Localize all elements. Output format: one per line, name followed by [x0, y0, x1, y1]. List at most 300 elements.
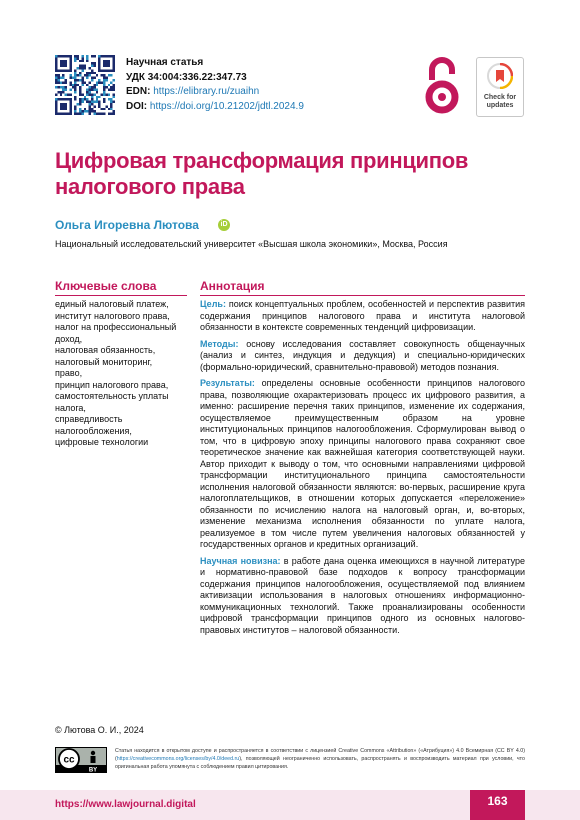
qr-module [105, 93, 107, 95]
qr-module [89, 113, 91, 115]
qr-module [65, 79, 67, 81]
qr-module [74, 57, 76, 59]
qr-module [62, 55, 64, 57]
cc-by-license-icon[interactable] [55, 747, 107, 773]
qr-module [89, 93, 91, 95]
qr-module [113, 69, 115, 71]
abstract-body [200, 299, 525, 641]
qr-module [77, 57, 79, 59]
qr-module [74, 91, 76, 93]
qr-module [57, 86, 59, 88]
qr-module [110, 98, 112, 100]
qr-module [96, 113, 98, 115]
qr-module [96, 74, 98, 76]
qr-module [91, 93, 93, 95]
qr-module [93, 105, 95, 107]
qr-module [55, 105, 57, 107]
qr-module [55, 98, 57, 100]
keyword-item: налоговый мониторинг, [55, 356, 153, 367]
qr-module [74, 89, 76, 91]
qr-module [108, 93, 110, 95]
qr-module [65, 98, 67, 100]
qr-module [67, 93, 69, 95]
qr-module [93, 84, 95, 86]
qr-module [69, 113, 71, 115]
qr-module [86, 84, 88, 86]
qr-module [93, 86, 95, 88]
qr-module [105, 65, 107, 67]
qr-module [60, 113, 62, 115]
qr-module [91, 86, 93, 88]
qr-module [105, 55, 107, 57]
qr-module [55, 79, 57, 81]
qr-module [105, 60, 107, 62]
qr-module [101, 81, 103, 83]
qr-module [62, 69, 64, 71]
abstract-methods [200, 339, 525, 374]
qr-module [65, 86, 67, 88]
qr-module [86, 101, 88, 103]
qr-module [62, 65, 64, 67]
orcid-icon[interactable]: iD [218, 219, 230, 231]
qr-module [79, 74, 81, 76]
qr-module [69, 110, 71, 112]
qr-module [113, 86, 115, 88]
qr-module [74, 98, 76, 100]
qr-module [74, 105, 76, 107]
qr-module [91, 69, 93, 71]
qr-module [110, 101, 112, 103]
qr-module [55, 60, 57, 62]
qr-module [55, 81, 57, 83]
abstract-label: Цель: [200, 299, 226, 309]
qr-module [81, 84, 83, 86]
qr-module [101, 113, 103, 115]
qr-module [96, 96, 98, 98]
qr-module [103, 81, 105, 83]
qr-module [86, 89, 88, 91]
qr-module [91, 98, 93, 100]
qr-module [89, 108, 91, 110]
qr-module [110, 103, 112, 105]
qr-code [55, 55, 115, 115]
qr-module [103, 65, 105, 67]
qr-module [84, 81, 86, 83]
qr-module [93, 77, 95, 79]
qr-module [65, 81, 67, 83]
qr-module [65, 93, 67, 95]
qr-module [91, 55, 93, 57]
qr-module [89, 101, 91, 103]
qr-module [86, 98, 88, 100]
qr-module [89, 86, 91, 88]
qr-module [113, 79, 115, 81]
qr-module [105, 86, 107, 88]
qr-module [77, 84, 79, 86]
qr-module [74, 55, 76, 57]
qr-module [69, 84, 71, 86]
qr-module [65, 108, 67, 110]
qr-module [57, 69, 59, 71]
qr-module [62, 62, 64, 64]
qr-module [60, 62, 62, 64]
qr-module [81, 98, 83, 100]
qr-module [81, 110, 83, 112]
qr-module [79, 60, 81, 62]
qr-module [91, 103, 93, 105]
qr-module [55, 62, 57, 64]
qr-module [74, 96, 76, 98]
qr-module [77, 67, 79, 69]
qr-module [81, 60, 83, 62]
qr-module [89, 89, 91, 91]
qr-module [103, 69, 105, 71]
qr-module [103, 98, 105, 100]
qr-module [113, 65, 115, 67]
qr-module [69, 98, 71, 100]
qr-module [72, 86, 74, 88]
qr-module [62, 77, 64, 79]
qr-module [81, 79, 83, 81]
qr-module [65, 103, 67, 105]
edn-link[interactable]: https://elibrary.ru/zuaihn [153, 86, 260, 97]
qr-module [113, 60, 115, 62]
qr-module [101, 108, 103, 110]
qr-module [67, 98, 69, 100]
qr-module [103, 93, 105, 95]
abstract-divider [200, 295, 525, 296]
qr-module [81, 101, 83, 103]
qr-module [55, 55, 57, 57]
qr-module [57, 79, 59, 81]
qr-module [93, 93, 95, 95]
qr-module [81, 57, 83, 59]
qr-module [69, 81, 71, 83]
qr-module [105, 79, 107, 81]
qr-module [84, 110, 86, 112]
qr-module [91, 108, 93, 110]
license-link[interactable]: https://creativecommons.org/licenses/by/4.0/deed.ru [116, 756, 240, 762]
qr-module [110, 89, 112, 91]
qr-module [55, 57, 57, 59]
qr-module [110, 86, 112, 88]
abstract-label: Методы: [200, 338, 239, 349]
qr-module [79, 91, 81, 93]
qr-module [79, 110, 81, 112]
keywords-heading: Ключевые слова [55, 279, 157, 293]
qr-module [105, 105, 107, 107]
qr-module [105, 62, 107, 64]
qr-module [84, 108, 86, 110]
qr-module [57, 91, 59, 93]
qr-module [103, 79, 105, 81]
qr-module [65, 113, 67, 115]
qr-module [103, 60, 105, 62]
author-name: Ольга Игоревна Лютова [55, 218, 199, 232]
qr-module [98, 103, 100, 105]
qr-module [60, 65, 62, 67]
keywords-list [55, 299, 190, 449]
qr-module [103, 101, 105, 103]
qr-module [69, 103, 71, 105]
author-affiliation: Национальный исследовательский университет «Высшая школа экономики», Москва, Россия [55, 239, 448, 249]
qr-module [79, 103, 81, 105]
qr-module [103, 113, 105, 115]
qr-module [98, 101, 100, 103]
article-title: Цифровая трансформация принципов налогового права [55, 148, 469, 199]
qr-module [89, 74, 91, 76]
qr-module [72, 77, 74, 79]
qr-module [86, 91, 88, 93]
qr-module [91, 96, 93, 98]
keyword-item: принцип налогового права, [55, 379, 169, 390]
qr-module [60, 93, 62, 95]
qr-module [81, 55, 83, 57]
abstract-text: определены основные особенности принципов налогового права, позволяющие охарактеризовать процесс их цифрового развития, а именно: расширение перечня таких принципов, изменение их содержания, осуществляемое преимущественным образом на уровне институциональных принципов налогообложения. Сформулирован вывод о том, что в цифровую эпоху принципы налогового права сохраняют свое теоретическое значение как важнейшая категория соответствующей науки. Автор приходит к выводу о том, что основными направлениями цифровой трансформации институционального принципа самостоятельности исполнения налоговой обязанности являются: во-первых, расширение круга налогоплательщиков, в отношении которых допускается «переложение» обязанности по исчислению налога на налоговый орган, и, во-вторых, изменение механизма исполнения обязанности по уплате налога, реализуемое в том числе путем увеличения налоговых обязанностей у государственных органов и кредитных организаций. [200, 378, 525, 549]
qr-module [103, 91, 105, 93]
check-for-updates-badge[interactable] [476, 57, 524, 117]
qr-module [79, 89, 81, 91]
qr-module [96, 101, 98, 103]
open-access-icon [420, 56, 464, 116]
abstract-label: Научная новизна: [200, 555, 281, 566]
qr-module [79, 72, 81, 74]
qr-module [113, 84, 115, 86]
qr-module [93, 113, 95, 115]
qr-module [55, 108, 57, 110]
qr-module [60, 91, 62, 93]
qr-module [86, 110, 88, 112]
qr-module [96, 98, 98, 100]
qr-module [91, 89, 93, 91]
qr-module [62, 91, 64, 93]
qr-module [103, 86, 105, 88]
qr-module [69, 65, 71, 67]
edn-label: EDN: [126, 86, 151, 97]
qr-module [98, 105, 100, 107]
qr-module [77, 79, 79, 81]
qr-module [96, 84, 98, 86]
qr-module [93, 65, 95, 67]
qr-module [81, 113, 83, 115]
qr-module [103, 74, 105, 76]
qr-module [89, 67, 91, 69]
qr-module [72, 84, 74, 86]
copyright-notice: © Лютова О. И., 2024 [55, 725, 144, 735]
qr-module [101, 55, 103, 57]
qr-module [69, 60, 71, 62]
qr-module [79, 79, 81, 81]
qr-module [57, 81, 59, 83]
qr-module [91, 62, 93, 64]
abstract-novelty [200, 556, 525, 637]
qr-module [108, 89, 110, 91]
qr-module [60, 108, 62, 110]
qr-module [108, 69, 110, 71]
qr-module [69, 93, 71, 95]
qr-module [98, 79, 100, 81]
qr-module [89, 103, 91, 105]
qr-module [79, 101, 81, 103]
qr-module [55, 65, 57, 67]
qr-module [57, 74, 59, 76]
qr-module [55, 101, 57, 103]
qr-module [69, 74, 71, 76]
qr-module [84, 65, 86, 67]
qr-module [60, 98, 62, 100]
qr-module [60, 60, 62, 62]
qr-module [62, 113, 64, 115]
qr-module [69, 55, 71, 57]
qr-module [79, 108, 81, 110]
qr-module [55, 110, 57, 112]
qr-module [98, 96, 100, 98]
qr-module [62, 81, 64, 83]
qr-module [96, 81, 98, 83]
qr-module [110, 81, 112, 83]
qr-module [91, 77, 93, 79]
doi-label: DOI: [126, 100, 148, 112]
qr-module [98, 57, 100, 59]
qr-module [96, 89, 98, 91]
bookmark-icon [487, 63, 513, 89]
by-label: BY [88, 767, 98, 773]
qr-module [93, 110, 95, 112]
qr-module [108, 62, 110, 64]
qr-module [62, 86, 64, 88]
qr-module [98, 113, 100, 115]
qr-module [105, 77, 107, 79]
qr-module [65, 69, 67, 71]
qr-module [65, 89, 67, 91]
qr-module [69, 57, 71, 59]
qr-module [98, 69, 100, 71]
qr-module [62, 108, 64, 110]
qr-module [79, 65, 81, 67]
qr-module [74, 69, 76, 71]
qr-module [69, 108, 71, 110]
qr-module [113, 55, 115, 57]
qr-module [55, 74, 57, 76]
keyword-item: единый налоговый платеж, [55, 299, 169, 309]
qr-module [108, 113, 110, 115]
qr-module [108, 84, 110, 86]
qr-module [60, 86, 62, 88]
qr-module [89, 72, 91, 74]
qr-module [79, 67, 81, 69]
qr-module [67, 113, 69, 115]
qr-module [98, 55, 100, 57]
qr-module [57, 98, 59, 100]
qr-module [103, 55, 105, 57]
qr-module [55, 77, 57, 79]
qr-module [91, 65, 93, 67]
keyword-item: институт налогового права, [55, 310, 170, 321]
qr-module [113, 89, 115, 91]
qr-module [86, 55, 88, 57]
abstract-heading: Аннотация [200, 279, 265, 293]
qr-module [60, 105, 62, 107]
qr-module [57, 77, 59, 79]
doi-link[interactable]: https://doi.org/10.21202/jdtl.2024.9 [149, 100, 304, 112]
qr-module [113, 93, 115, 95]
qr-module [67, 69, 69, 71]
qr-module [55, 86, 57, 88]
qr-module [86, 60, 88, 62]
qr-module [60, 81, 62, 83]
qr-module [81, 65, 83, 67]
license-text [115, 747, 525, 771]
keyword-item: цифровые технологии [55, 437, 149, 447]
qr-module [77, 55, 79, 57]
cc-label: cc [63, 754, 75, 766]
qr-module [74, 79, 76, 81]
qr-module [74, 113, 76, 115]
qr-module [93, 89, 95, 91]
qr-module [101, 93, 103, 95]
qr-module [79, 86, 81, 88]
qr-module [55, 69, 57, 71]
qr-module [62, 74, 64, 76]
qr-module [74, 81, 76, 83]
qr-module [86, 74, 88, 76]
qr-module [69, 89, 71, 91]
qr-module [69, 62, 71, 64]
check-updates-line2: updates [486, 101, 514, 109]
qr-module [110, 55, 112, 57]
qr-module [89, 105, 91, 107]
qr-module [110, 74, 112, 76]
qr-module [62, 105, 64, 107]
qr-module [77, 103, 79, 105]
qr-module [113, 67, 115, 69]
qr-module [91, 72, 93, 74]
keyword-item: справедливость налогообложения, [55, 414, 132, 436]
qr-module [86, 93, 88, 95]
qr-module [79, 93, 81, 95]
qr-module [110, 69, 112, 71]
qr-module [110, 105, 112, 107]
qr-module [98, 62, 100, 64]
qr-module [98, 65, 100, 67]
qr-module [86, 57, 88, 59]
qr-module [108, 108, 110, 110]
qr-module [96, 91, 98, 93]
qr-module [74, 110, 76, 112]
abstract-text: в работе дана оценка имеющихся в научной литературе и нормативно-правовой базе подходов к вопросу трансформации содержания принципов налогообложения, осуществляемой под влиянием активизации использования в налоговых отношениях информационно-коммуникационных технологий. Также проанализированы особенности цифровой трансформации принципов одного из основных налогово-правовых институтов – налоговой обязанности. [200, 555, 525, 635]
qr-module [60, 55, 62, 57]
qr-module [84, 67, 86, 69]
qr-module [84, 74, 86, 76]
qr-module [79, 113, 81, 115]
qr-module [103, 77, 105, 79]
qr-module [93, 101, 95, 103]
qr-module [93, 55, 95, 57]
qr-module [91, 79, 93, 81]
qr-module [84, 96, 86, 98]
qr-module [74, 86, 76, 88]
qr-module [105, 69, 107, 71]
qr-module [55, 93, 57, 95]
qr-module [74, 72, 76, 74]
keyword-item: налоговая обязанность, [55, 345, 156, 355]
journal-website-link[interactable]: https://www.lawjournal.digital [55, 799, 196, 810]
qr-module [67, 55, 69, 57]
qr-module [101, 74, 103, 76]
qr-module [108, 55, 110, 57]
qr-module [65, 60, 67, 62]
qr-module [65, 65, 67, 67]
